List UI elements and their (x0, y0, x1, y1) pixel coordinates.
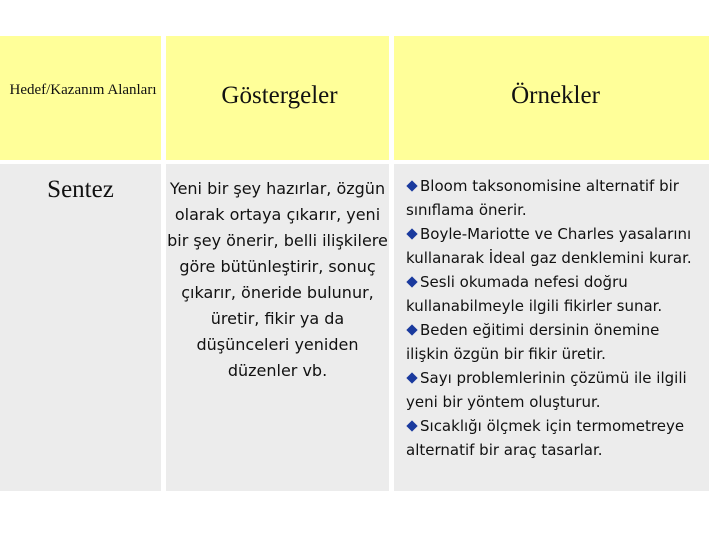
example-item (406, 222, 704, 270)
example-text: Beden eğitimi dersinin önemine ilişkin özgün bir fikir üretir. (406, 321, 660, 363)
example-item (406, 270, 704, 318)
header-examples: Örnekler (511, 82, 600, 109)
cell-examples (394, 164, 709, 491)
area-label: Sentez (47, 176, 114, 203)
header-cell-target-areas (0, 36, 161, 160)
diamond-bullet-icon (406, 228, 417, 239)
indicators-text: Yeni bir şey hazırlar, özgün olarak ortaya çıkarır, yeni bir şey önerir, belli ilişkilere göre bütünleştirir, sonuç çıkarır, öneride bulunur, üretir, fikir ya da düşünceleri yeniden düzenler vb. (167, 179, 388, 380)
cell-indicators (166, 164, 389, 491)
diamond-bullet-icon (406, 276, 417, 287)
header-indicators: Göstergeler (221, 82, 338, 109)
diamond-bullet-icon (406, 180, 417, 191)
header-cell-indicators (166, 36, 389, 160)
example-item (406, 174, 704, 222)
example-text: Boyle-Mariotte ve Charles yasalarını kullanarak İdeal gaz denklemini kurar. (406, 225, 692, 267)
examples-list (406, 174, 704, 462)
diamond-bullet-icon (406, 324, 417, 335)
example-text: Bloom taksonomisine alternatif bir sınıflama önerir. (406, 177, 679, 219)
example-text: Sayı problemlerinin çözümü ile ilgili yeni bir yöntem oluşturur. (406, 369, 687, 411)
example-item (406, 366, 704, 414)
objectives-table (0, 36, 709, 491)
header-target-areas: Hedef/Kazanım Alanları (9, 82, 157, 98)
cell-area (0, 164, 161, 491)
diamond-bullet-icon (406, 420, 417, 431)
example-text: Sesli okumada nefesi doğru kullanabilmeyle ilgili fikirler sunar. (406, 273, 663, 315)
example-text: Sıcaklığı ölçmek için termometreye alternatif bir araç tasarlar. (406, 417, 685, 459)
diamond-bullet-icon (406, 372, 417, 383)
header-cell-examples (394, 36, 709, 160)
example-item (406, 318, 704, 366)
example-item (406, 414, 704, 462)
